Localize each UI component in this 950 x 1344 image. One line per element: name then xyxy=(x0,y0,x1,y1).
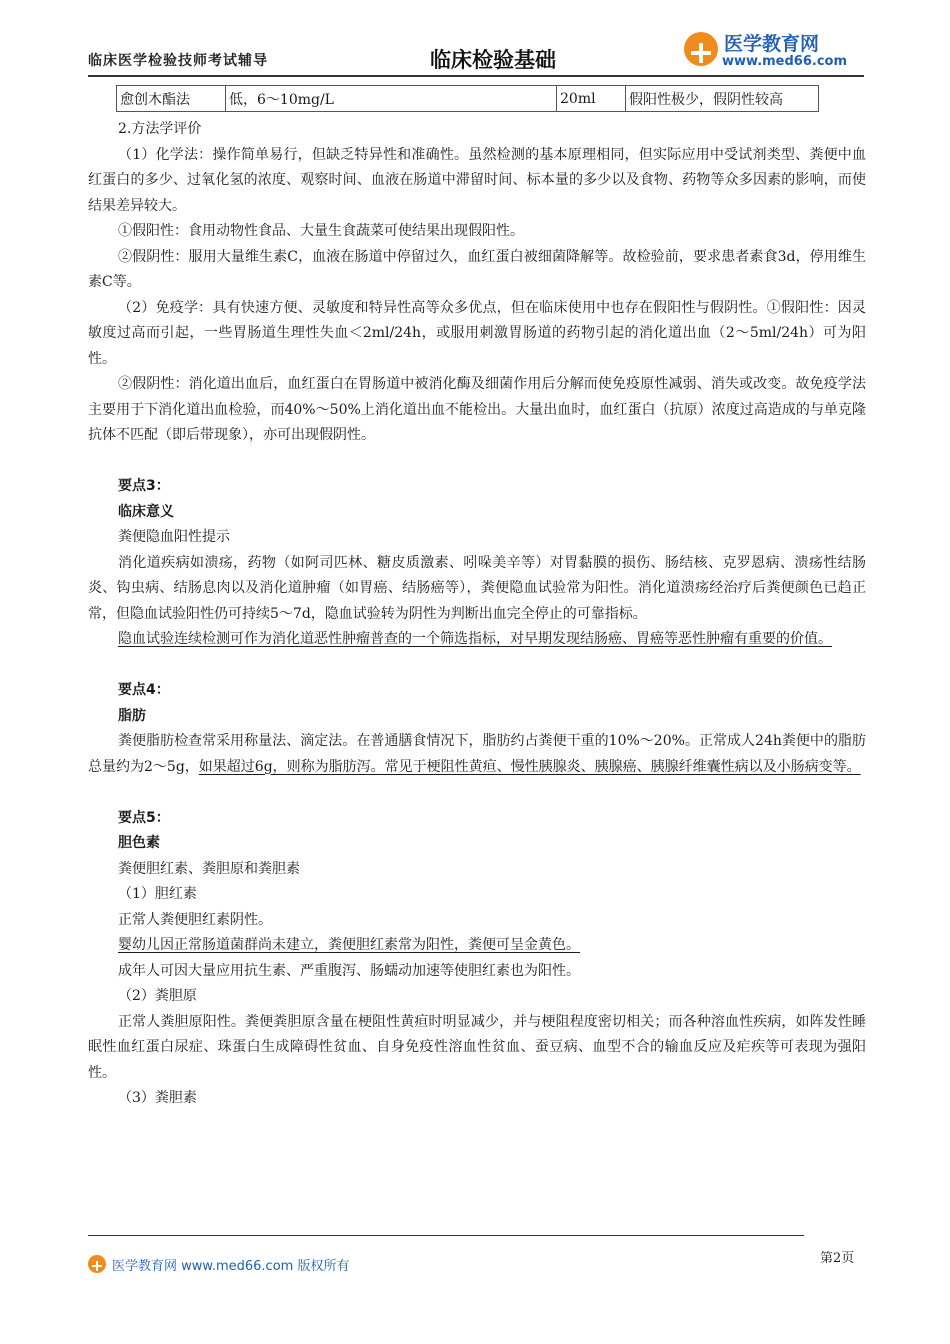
header-course-title: 临床医学检验技师考试辅导 xyxy=(88,53,268,69)
table-cell: 低，6～10mg/L xyxy=(226,86,557,112)
footer-logo-icon xyxy=(88,1255,106,1273)
underlined-text: 婴幼儿因正常肠道菌群尚未建立，粪便胆红素常为阳性，粪便可呈金黄色。 xyxy=(118,937,580,953)
header-divider xyxy=(88,75,864,77)
footer-copyright[interactable]: 医学教育网 www.med66.com 版权所有 xyxy=(112,1259,350,1274)
keypoint-title: 脂肪 xyxy=(118,707,146,724)
site-logo[interactable] xyxy=(684,28,864,74)
underlined-text: 隐血试验连续检测可作为消化道恶性肿瘤普查的一个筛选指标，对早期发现结肠癌、胃癌等恶性肿瘤有重要的价值。 xyxy=(118,631,832,647)
logo-url: www.med66.com xyxy=(722,54,848,69)
keypoint-title: 临床意义 xyxy=(118,503,174,520)
footer-divider xyxy=(88,1235,804,1236)
highlighted-paragraph xyxy=(88,933,866,959)
page-number: 第2页 xyxy=(820,1251,855,1266)
paragraph: ①假阳性：食用动物性食品、大量生食蔬菜可使结果出现假阳性。 xyxy=(118,223,524,239)
table-cell: 假阳性极少，假阴性较高 xyxy=(626,86,819,112)
keypoint-label: 要点3： xyxy=(118,478,170,494)
subheading: （3）粪胆素 xyxy=(118,1090,197,1106)
keypoint-label: 要点4： xyxy=(118,682,170,698)
logo-cross-icon xyxy=(684,32,718,66)
section-heading: 2.方法学评价 xyxy=(118,121,202,137)
paragraph: ②假阴性：服用大量维生素C，血液在肠道中停留过久，血红蛋白被细菌降解等。故检验前，要求患者素食3d，停用维生素C等。 xyxy=(88,248,866,290)
subheading: 粪便胆红素、粪胆原和粪胆素 xyxy=(118,860,300,877)
paragraph: ②假阴性：消化道出血后，血红蛋白在胃肠道中被消化酶及细菌作用后分解而使免疫原性减弱、消失或改变。故免疫学法主要用于下消化道出血检验，而40%～50%上消化道出血不能检出。大量出血时，血红蛋白（抗原）浓度过高造成的与单克隆抗体不匹配（即后带现象），亦可出现假阴性。 xyxy=(88,376,866,443)
highlighted-paragraph xyxy=(88,627,866,653)
underlined-text: 如果超过6g，则称为脂肪泻。常见于梗阻性黄疸、慢性胰腺炎、胰腺癌、胰腺纤维囊性病以及小肠病变等。 xyxy=(198,758,861,775)
keypoint-label: 要点5： xyxy=(118,809,170,826)
logo-name: 医学教育网 xyxy=(724,33,820,55)
paragraph: （1）化学法：操作简单易行，但缺乏特异性和准确性。虽然检测的基本原理相同，但实际应用中受试剂类型、粪便中血红蛋白的多少、过氧化氢的浓度、观察时间、血液在肠道中滞留时间、标本量的多少以及食物、药物等众多因素的影响，而使结果差异较大。 xyxy=(88,146,866,214)
header-subject-title: 临床检验基础 xyxy=(430,48,556,72)
main-content xyxy=(88,117,866,1112)
keypoint-title: 胆色素 xyxy=(118,835,160,851)
subheading: 粪便隐血阳性提示 xyxy=(118,529,230,545)
table-cell: 愈创木酯法 xyxy=(117,86,226,112)
plain-text: 粪便脂肪检查常采用称量法、滴定法。在普通膳食情况下，脂肪约占粪便干重的10%～20%。正常成人24h粪便中的脂肪总量约为2～5g， xyxy=(88,733,866,775)
subheading: （2）粪胆原 xyxy=(118,988,197,1004)
page-header xyxy=(88,28,864,76)
table-cell: 20ml xyxy=(557,86,626,112)
paragraph: 正常人粪便胆红素阴性。 xyxy=(118,911,272,928)
method-table xyxy=(116,85,819,112)
subheading: （1）胆红素 xyxy=(118,886,197,902)
paragraph: 消化道疾病如溃疡，药物（如阿司匹林、糖皮质激素、吲哚美辛等）对胃黏膜的损伤、肠结核、克罗恩病、溃疡性结肠炎、钩虫病、结肠息肉以及消化道肿瘤（如胃癌、结肠癌等），粪便隐血试验常为阳性。消化道溃疡经治疗后粪便颜色已趋正常，但隐血试验阳性仍可持续5～7d，隐血试验转为阴性为判断出血完全停止的可靠指标。 xyxy=(88,554,866,622)
paragraph: （2）免疫学：具有快速方便、灵敏度和特异性高等众多优点，但在临床使用中也存在假阳性与假阴性。①假阳性：因灵敏度过高而引起，一些胃肠道生理性失血＜2ml/24h，或服用刺激胃肠道的药物引起的消化道出血（2～5ml/24h）可为阳性。 xyxy=(88,299,866,367)
paragraph xyxy=(88,729,866,780)
paragraph: 正常人粪胆原阳性。粪便粪胆原含量在梗阻性黄疸时明显减少，并与梗阻程度密切相关；而各种溶血性疾病，如阵发性睡眠性血红蛋白尿症、珠蛋白生成障碍性贫血、自身免疫性溶血性贫血、蚕豆病、血型不合的输血反应及疟疾等可表现为强阳性。 xyxy=(88,1013,866,1081)
table-row xyxy=(117,86,819,112)
paragraph: 成年人可因大量应用抗生素、严重腹泻、肠蠕动加速等使胆红素也为阳性。 xyxy=(118,962,580,979)
